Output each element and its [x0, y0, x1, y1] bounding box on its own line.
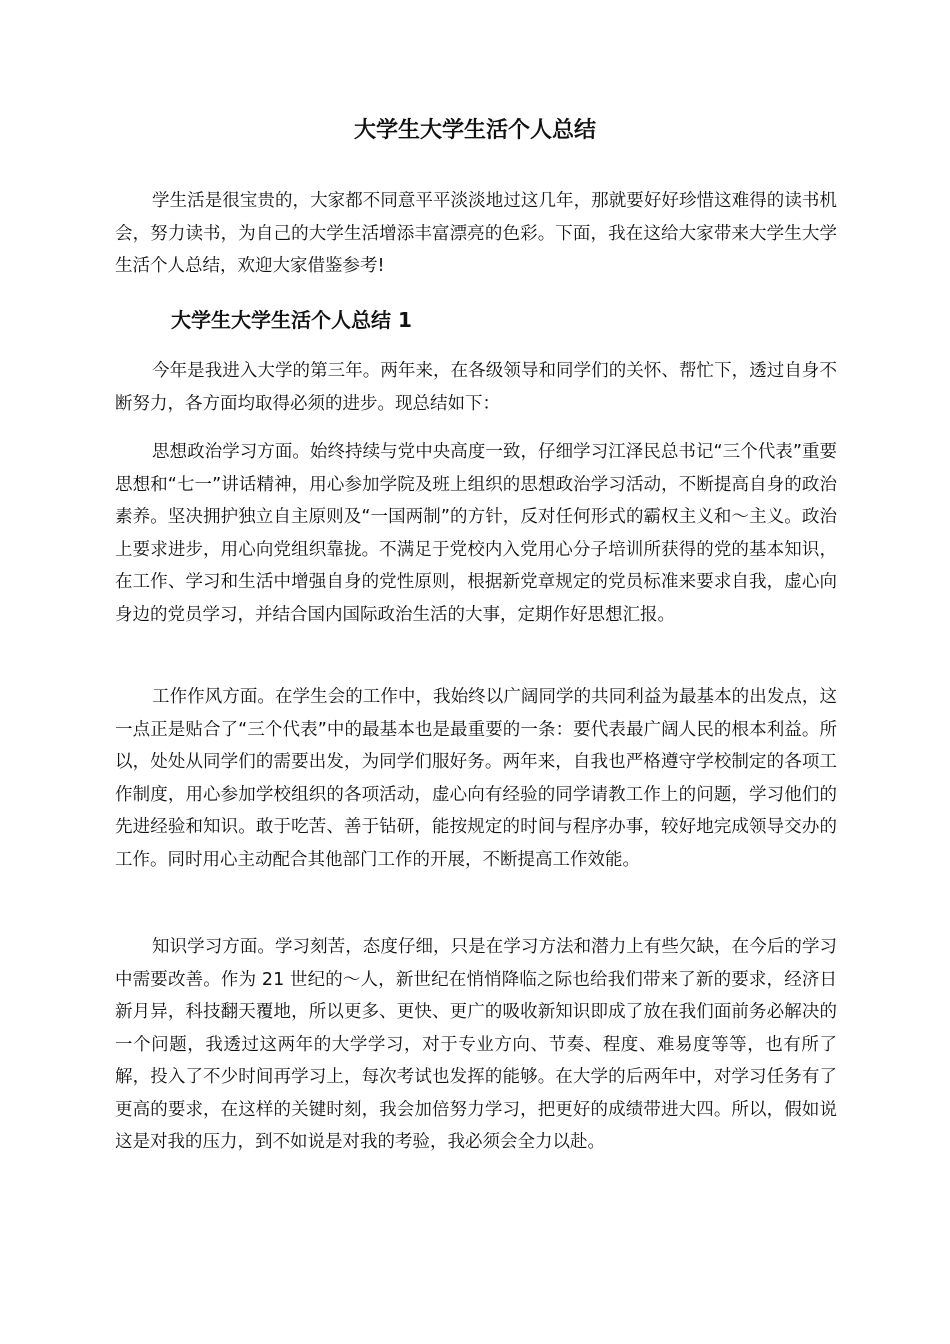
- body-paragraph-4: 知识学习方面。学习刻苦，态度仔细，只是在学习方法和潜力上有些欠缺，在今后的学习中需要改善。作为 21 世纪的～人，新世纪在悄悄降临之际也给我们带来了新的要求，经济日新月异，科技翻天覆地，所以更多、更快、更广的吸收新知识即成了放在我们面前务必解决的一个问题，我透过这两年的大学学习，对于专业方向、节奏、程度、难易度等等，也有所了解，投入了不少时间再学习上，每次考试也发挥的能够。在大学的后两年中，对学习任务有了更高的要求，在这样的关键时刻，我会加倍努力学习，把更好的成绩带进大四。所以，假如说这是对我的压力，到不如说是对我的考验，我必须会全力以赴。: [115, 937, 837, 1152]
- body-paragraph-2: 思想政治学习方面。始终持续与党中央高度一致，仔细学习江泽民总书记“三个代表”重要思想和“七一”讲话精神，用心参加学院及班上组织的思想政治学习活动，不断提高自身的政治素养。坚决拥护独立自主原则及“一国两制”的方针，反对任何形式的霸权主义和～主义。政治上要求进步，用心向党组织靠拢。不满足于党校内入党用心分子培训所获得的党的基本知识，在工作、学习和生活中增强自身的党性原则，根据新党章规定的党员标准来要求自我，虚心向身边的党员学习，并结合国内国际政治生活的大事，定期作好思想汇报。: [115, 442, 837, 625]
- section-heading: 大学生大学生活个人总结 1: [171, 308, 412, 332]
- document-title: 大学生大学生活个人总结: [353, 118, 596, 143]
- body-paragraph-3: 工作作风方面。在学生会的工作中，我始终以广阔同学的共同利益为最基本的出发点，这一点正是贴合了“三个代表”中的最基本也是最重要的一条：要代表最广阔人民的根本利益。所以，处处从同学们的需要出发，为同学们服好务。两年来，自我也严格遵守学校制定的各项工作制度，用心参加学校组织的各项活动，虚心向有经验的同学请教工作上的问题，学习他们的先进经验和知识。敢于吃苦、善于钻研，能按规定的时间与程序办事，较好地完成领导交办的工作。同时用心主动配合其他部门工作的开展，不断提高工作效能。: [115, 687, 837, 870]
- body-paragraph-1: 今年是我进入大学的第三年。两年来，在各级领导和同学们的关怀、帮忙下，透过自身不断努力，各方面均取得必须的进步。现总结如下：: [115, 361, 837, 414]
- intro-paragraph: 学生活是很宝贵的，大家都不同意平平淡淡地过这几年，那就要好好珍惜这难得的读书机会，努力读书，为自己的大学生活增添丰富漂亮的色彩。下面，我在这给大家带来大学生大学生活个人总结，欢迎大家借鉴参考!: [115, 191, 837, 276]
